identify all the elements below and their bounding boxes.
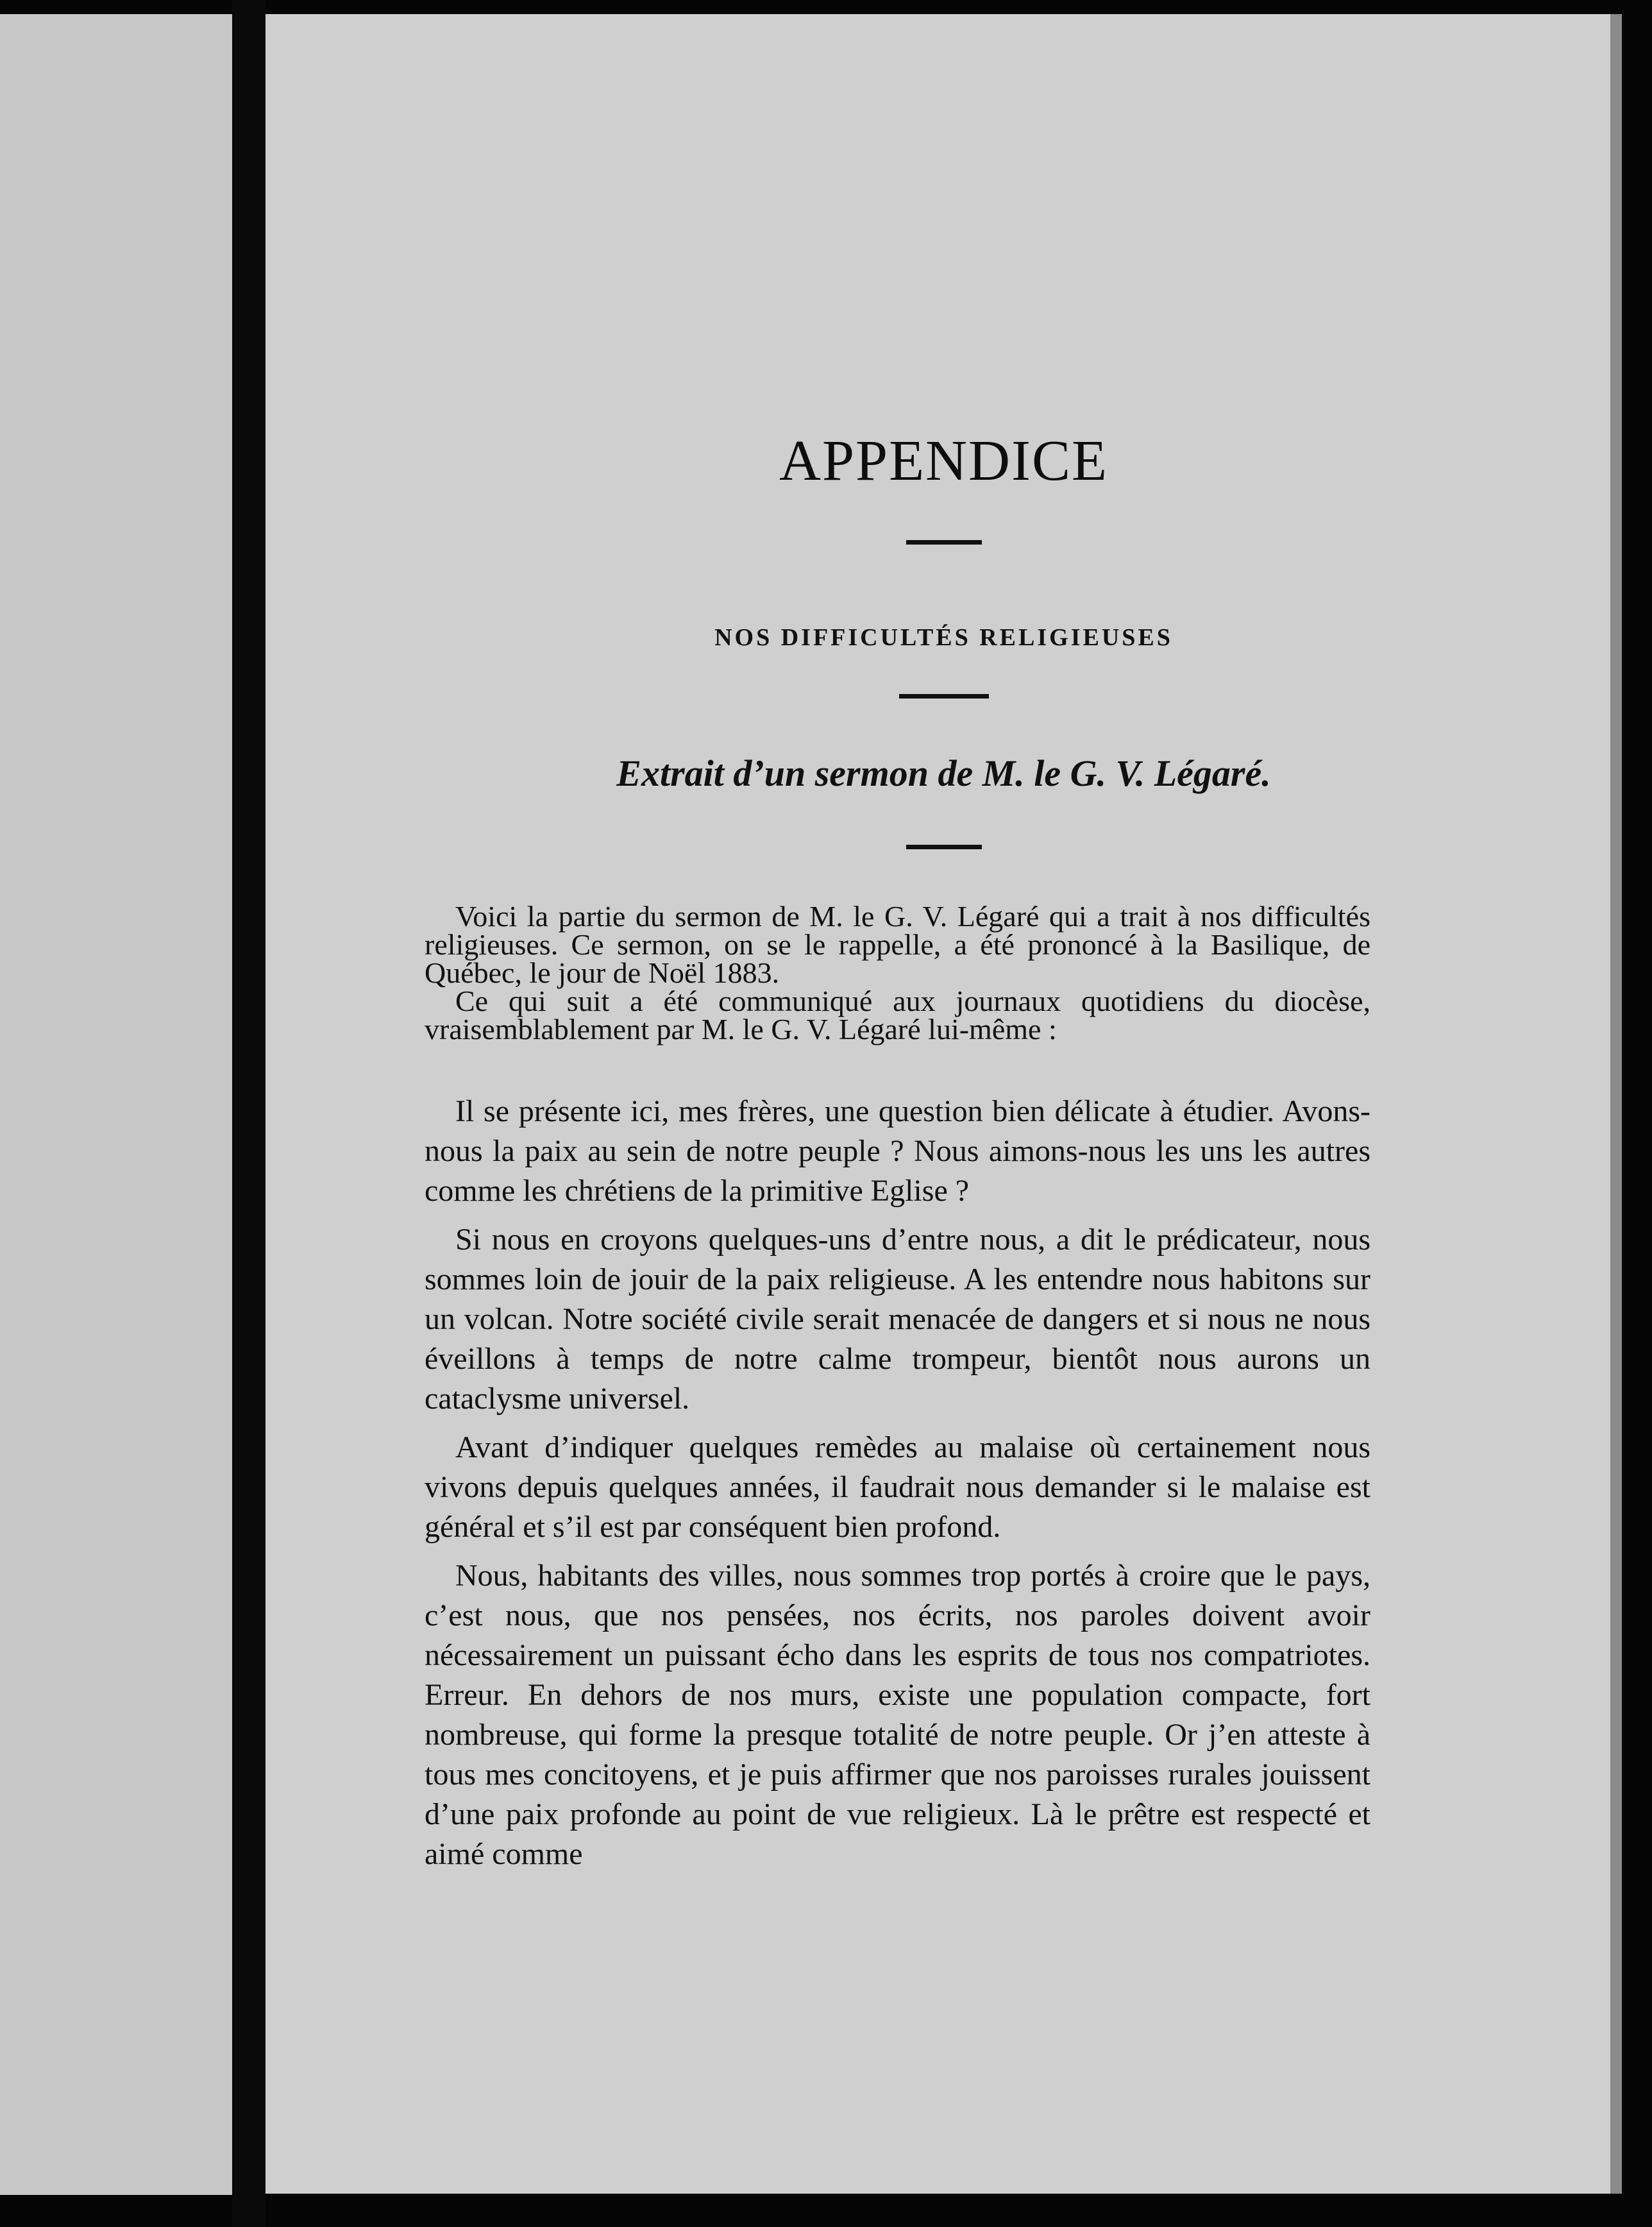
title-rule [906, 540, 982, 545]
left-page [0, 14, 232, 2195]
body-paragraph: Si nous en croyons quelques-uns d’entre nous, a dit le prédicateur, nous sommes loin de jouir de la paix religieuse. A les entendre nous habitons sur un volcan. Notre société civile serait menacée de dangers et si nous ne nous éveillons à temps de notre calme trompeur, bientôt nous aurons un cataclysme universel. [425, 1223, 1370, 1416]
body-paragraph: Nous, habitants des villes, nous sommes trop portés à croire que le pays, c’est nous, que nos pensées, nos écrits, nos paroles doivent avoir nécessairement un puissant écho dans les esprits de tous nos compatriotes. Erreur. En dehors de nos murs, existe une population compacte, fort nombreuse, qui forme la presque totalité de notre peuple. Or j’en atteste à tous mes concitoyens, et je puis affirmer que nos paroisses rurales jouissent d’une paix profonde au point de vue religieux. Là le prêtre est respecté et aimé comme [425, 1559, 1370, 1871]
extract-rule [906, 845, 982, 849]
extract-heading: Extrait d’un sermon de M. le G. V. Légaré. [616, 752, 1271, 794]
page-title: APPENDICE [779, 429, 1109, 493]
intro-text [425, 902, 1370, 1044]
intro-paragraph: Voici la partie du sermon de M. le G. V. Légaré qui a trait à nos difficultés religieuses. Ce sermon, on se le rappelle, a été prononcé à la Basilique, de Québec, le jour de Noël 1883. [425, 900, 1370, 989]
body-paragraph: Il se présente ici, mes frères, une question bien délicate à étudier. Avons-nous la paix au sein de notre peuple ? Nous aimons-nous les uns les autres comme les chrétiens de la primitive Eglise ? [425, 1094, 1370, 1208]
intro-paragraph: Ce qui suit a été communiqué aux journaux quotidiens du diocèse, vraisemblablement par M. le G. V. Légaré lui-même : [425, 985, 1370, 1046]
right-page [266, 14, 1622, 2194]
book-spine [232, 0, 266, 2227]
sermon-text [425, 1092, 1370, 1883]
page-edge-shadow [1610, 14, 1622, 2194]
section-subtitle: NOS DIFFICULTÉS RELIGIEUSES [714, 624, 1173, 651]
body-paragraph: Avant d’indiquer quelques remèdes au malaise où certainement nous vivons depuis quelques années, il faudrait nous demander si le malaise est général et s’il est par conséquent bien profond. [425, 1430, 1370, 1544]
subtitle-rule [899, 694, 989, 699]
